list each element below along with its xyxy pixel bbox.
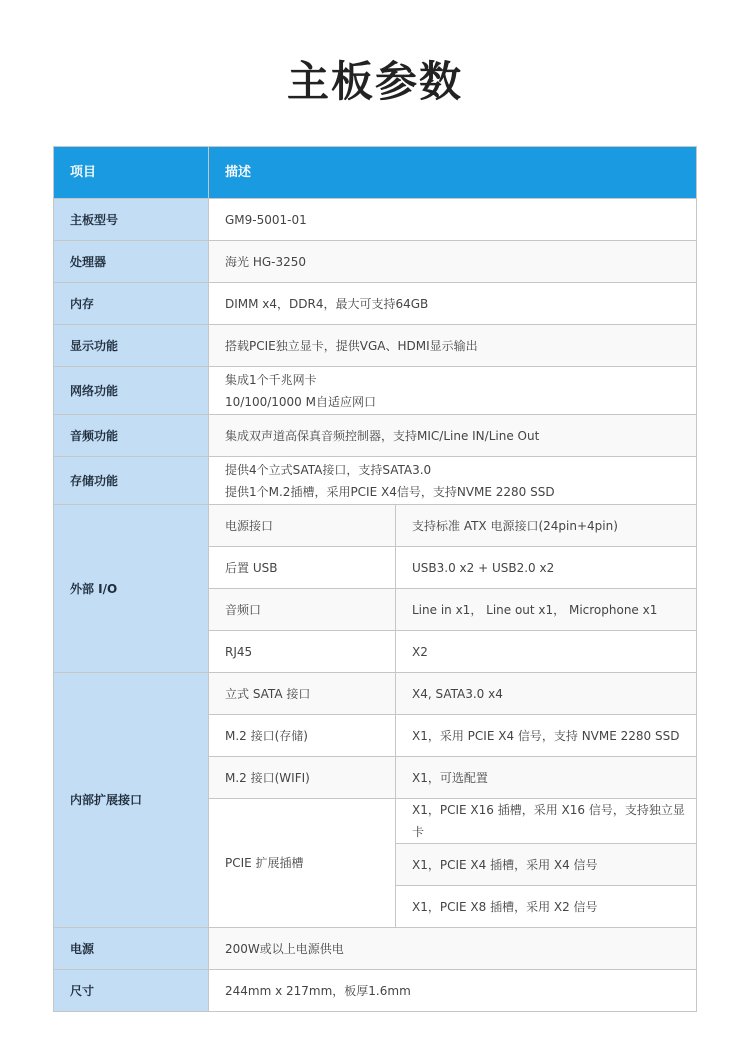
row-label: 内存 — [54, 283, 209, 325]
sub-name: 后置 USB — [209, 547, 396, 589]
row-value — [209, 457, 697, 505]
table-row — [54, 241, 697, 283]
table-row — [54, 457, 697, 505]
sub-name: RJ45 — [209, 631, 396, 673]
sub-name: 电源接口 — [209, 505, 396, 547]
table-row — [54, 673, 697, 715]
sub-value: Line in x1， Line out x1， Microphone x1 — [396, 589, 697, 631]
table-row — [54, 505, 697, 547]
table-header-row — [54, 147, 697, 199]
row-label: 电源 — [54, 928, 209, 970]
sub-name: M.2 接口(WIFI) — [209, 757, 396, 799]
row-label: 存储功能 — [54, 457, 209, 505]
value-line: 10/100/1000 M自适应网口 — [225, 394, 376, 409]
row-label: 主板型号 — [54, 199, 209, 241]
value-line: 提供4个立式SATA接口，支持SATA3.0 — [225, 462, 432, 477]
row-label: 音频功能 — [54, 415, 209, 457]
row-value: GM9-5001-01 — [209, 199, 697, 241]
row-label: 处理器 — [54, 241, 209, 283]
table-row — [54, 970, 697, 1012]
row-value: 集成双声道高保真音频控制器，支持MIC/Line IN/Line Out — [209, 415, 697, 457]
table-row — [54, 283, 697, 325]
sub-value: X1，采用 PCIE X4 信号，支持 NVME 2280 SSD — [396, 715, 697, 757]
sub-value: 支持标准 ATX 电源接口(24pin+4pin) — [396, 505, 697, 547]
sub-value: X1，可选配置 — [396, 757, 697, 799]
header-item: 项目 — [54, 147, 209, 199]
value-line: 提供1个M.2插槽，采用PCIE X4信号，支持NVME 2280 SSD — [225, 484, 555, 499]
row-value: DIMM x4，DDR4，最大可支持64GB — [209, 283, 697, 325]
row-value: 200W或以上电源供电 — [209, 928, 697, 970]
table-row — [54, 199, 697, 241]
value-line: 集成1个千兆网卡 — [225, 372, 317, 387]
sub-name: PCIE 扩展插槽 — [209, 799, 396, 928]
sub-value: X1，PCIE X16 插槽，采用 X16 信号，支持独立显卡 — [396, 799, 697, 844]
row-label: 显示功能 — [54, 325, 209, 367]
row-value: 搭载PCIE独立显卡，提供VGA、HDMI显示输出 — [209, 325, 697, 367]
sub-value: X4, SATA3.0 x4 — [396, 673, 697, 715]
table-row — [54, 325, 697, 367]
row-value: 244mm x 217mm，板厚1.6mm — [209, 970, 697, 1012]
spec-table — [53, 146, 697, 1012]
table-row — [54, 928, 697, 970]
table-row — [54, 367, 697, 415]
row-label: 尺寸 — [54, 970, 209, 1012]
row-value — [209, 367, 697, 415]
sub-value: X2 — [396, 631, 697, 673]
header-desc: 描述 — [209, 147, 697, 199]
sub-name: M.2 接口(存储) — [209, 715, 396, 757]
sub-name: 音频口 — [209, 589, 396, 631]
row-label: 网络功能 — [54, 367, 209, 415]
page-title: 主板参数 — [286, 57, 463, 106]
sub-value: X1，PCIE X8 插槽，采用 X2 信号 — [396, 886, 697, 928]
group-label: 外部 I/O — [54, 505, 209, 673]
group-label: 内部扩展接口 — [54, 673, 209, 928]
sub-value: USB3.0 x2 + USB2.0 x2 — [396, 547, 697, 589]
sub-value: X1，PCIE X4 插槽，采用 X4 信号 — [396, 844, 697, 886]
table-row — [54, 415, 697, 457]
row-value: 海光 HG-3250 — [209, 241, 697, 283]
sub-name: 立式 SATA 接口 — [209, 673, 396, 715]
